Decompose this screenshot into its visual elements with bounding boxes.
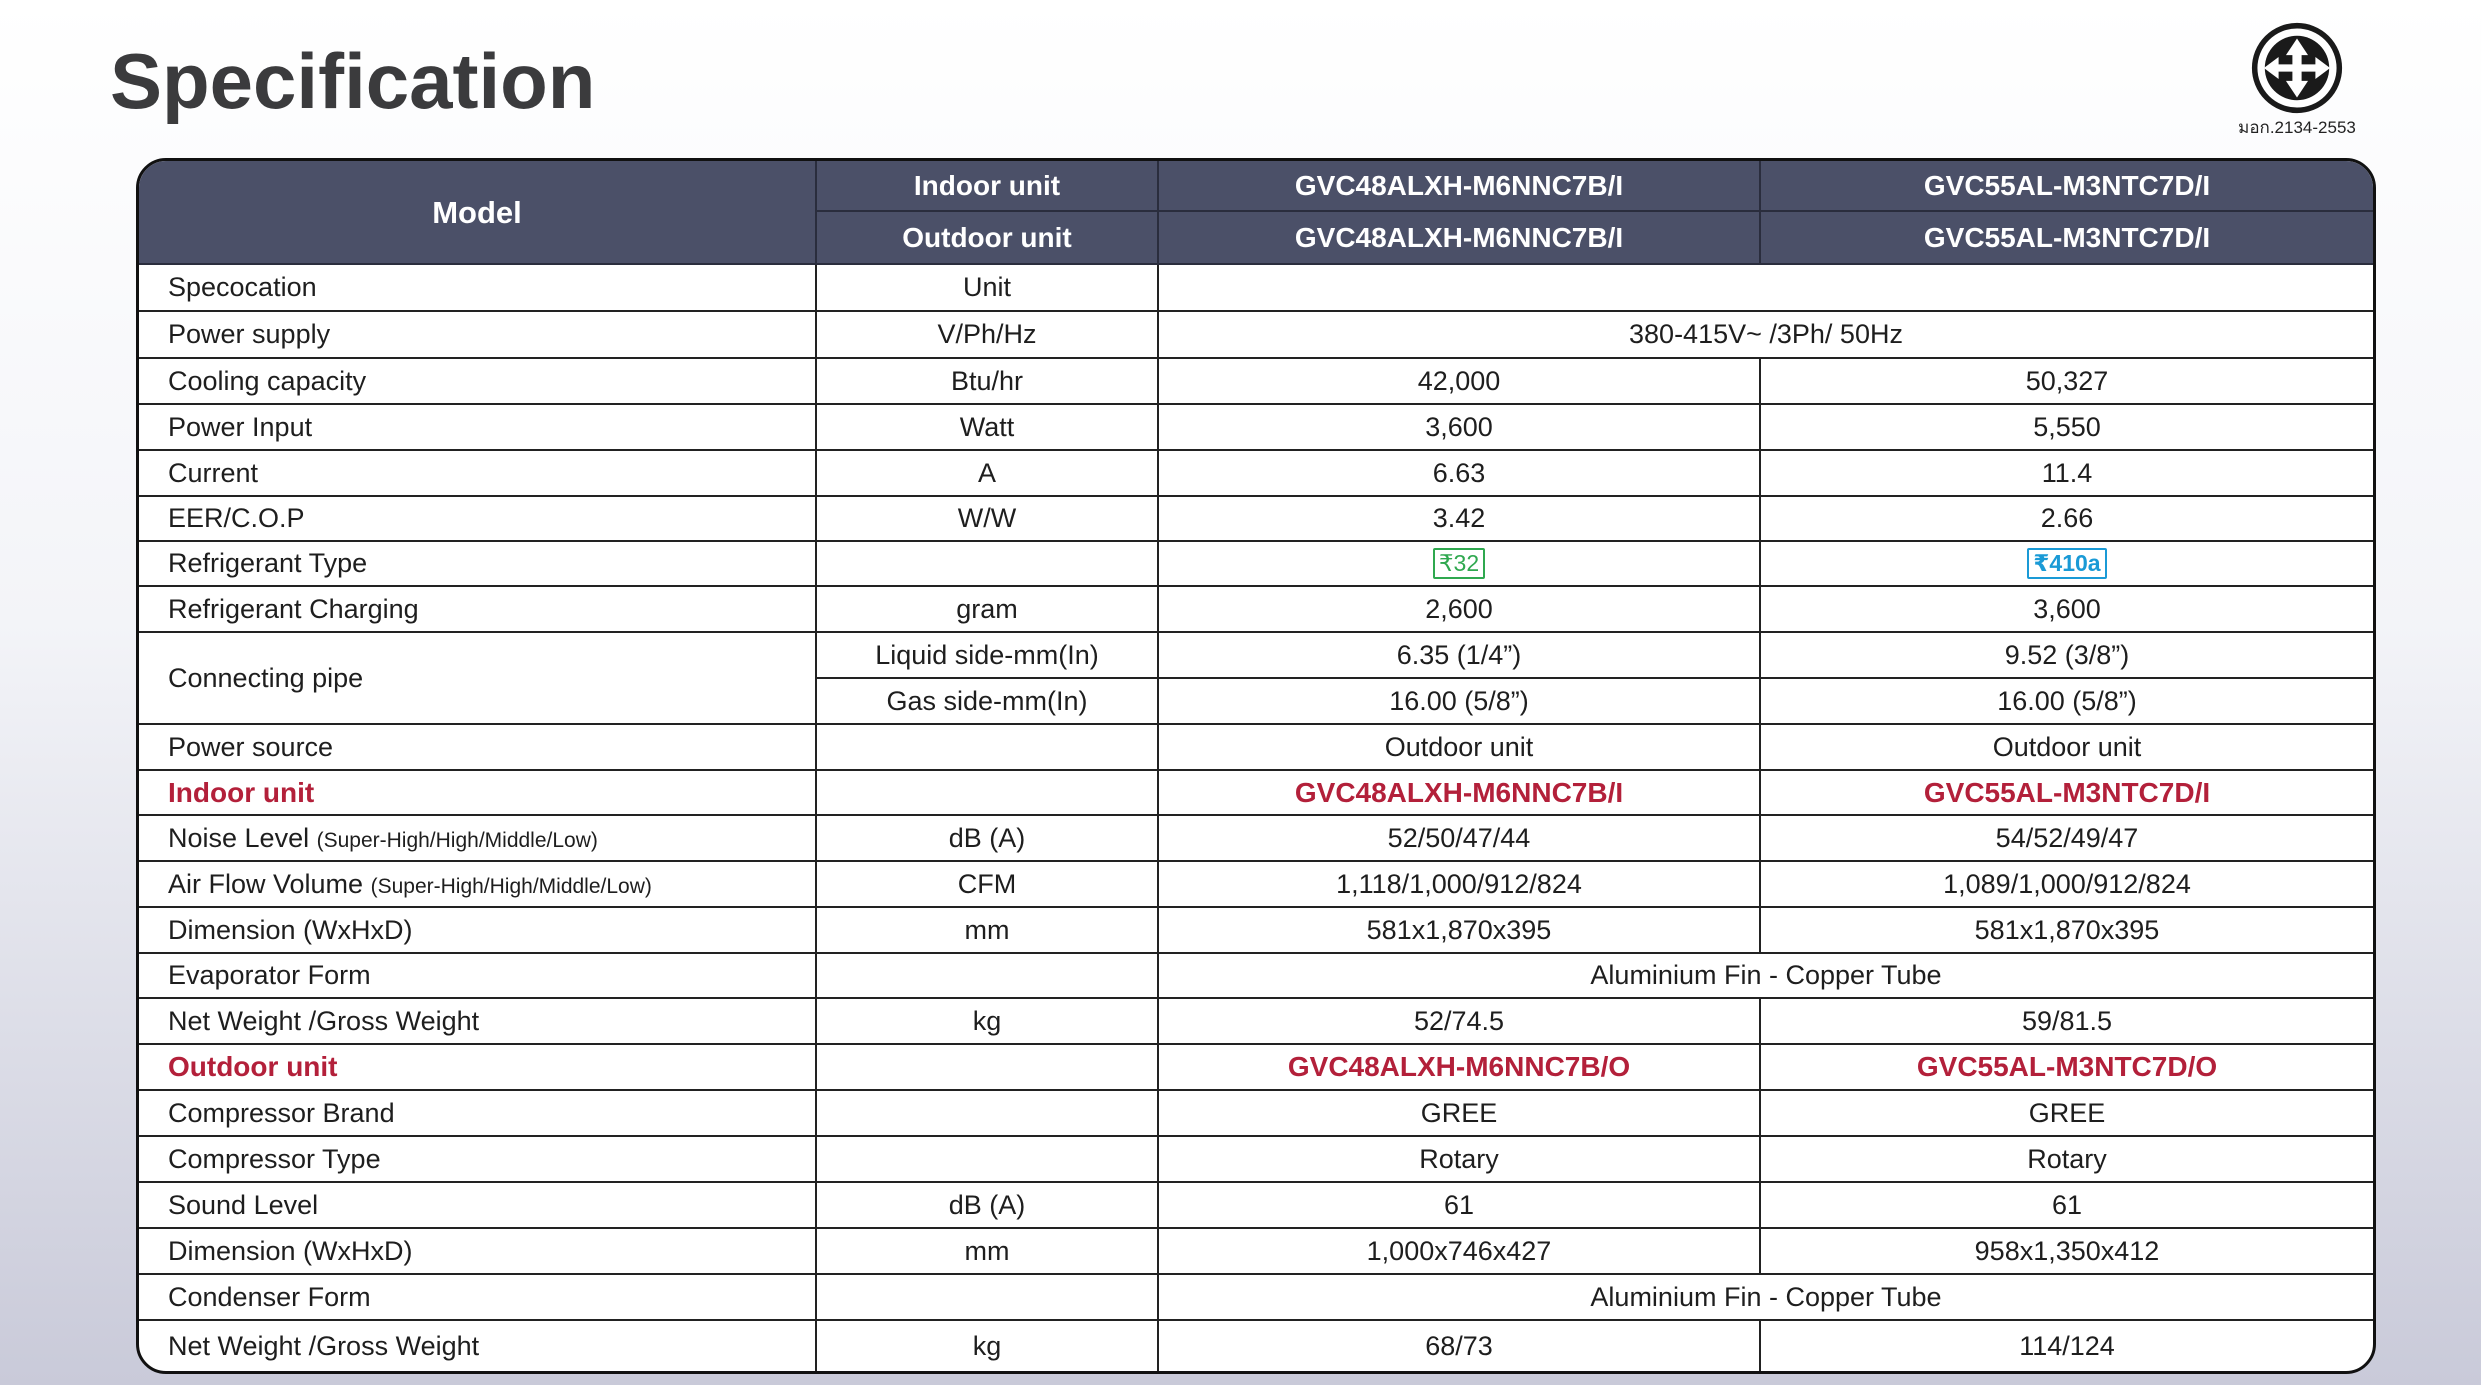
row-value: 380-415V~ /3Ph/ 50Hz	[1159, 312, 2373, 359]
section-label: Indoor unit	[139, 771, 817, 816]
table-row	[139, 1275, 2373, 1321]
table-row	[139, 908, 2373, 954]
certification-logo	[2232, 20, 2362, 140]
row-value: 2.66	[1761, 497, 2373, 542]
row-unit: kg	[817, 1321, 1159, 1371]
tis-standard-mark-icon	[2251, 22, 2343, 114]
row-unit	[817, 542, 1159, 587]
row-label: Compressor Type	[139, 1137, 817, 1183]
row-label: Compressor Brand	[139, 1091, 817, 1137]
row-unit: gram	[817, 587, 1159, 633]
table-row	[139, 999, 2373, 1045]
row-label: Dimension (WxHxD)	[139, 908, 817, 954]
row-value: Outdoor unit	[1159, 725, 1761, 771]
indoor-unit-header: Indoor unit	[817, 161, 1159, 212]
row-value: 5,550	[1761, 405, 2373, 451]
table-row	[139, 862, 2373, 908]
row-value	[1159, 265, 2373, 312]
row-value: Aluminium Fin - Copper Tube	[1159, 1275, 2373, 1321]
row-label: Refrigerant Type	[139, 542, 817, 587]
row-value	[1761, 542, 2373, 587]
row-value: 3,600	[1159, 405, 1761, 451]
table-row	[139, 405, 2373, 451]
header-row-indoor	[139, 161, 2373, 212]
section-model: GVC48ALXH-M6NNC7B/O	[1159, 1045, 1761, 1091]
row-value: 52/50/47/44	[1159, 816, 1761, 862]
row-unit: CFM	[817, 862, 1159, 908]
row-label: Current	[139, 451, 817, 497]
row-label: Evaporator Form	[139, 954, 817, 999]
row-label: Specocation	[139, 265, 817, 312]
row-label: Net Weight /Gross Weight	[139, 999, 817, 1045]
table-row	[139, 633, 2373, 679]
row-value: 61	[1159, 1183, 1761, 1229]
row-unit	[817, 1275, 1159, 1321]
row-label	[139, 816, 817, 862]
row-label-sub: (Super-High/High/Middle/Low)	[316, 828, 598, 852]
row-value: 59/81.5	[1761, 999, 2373, 1045]
refrigerant-r410a-badge: ₹410a	[2027, 548, 2106, 578]
row-label: Net Weight /Gross Weight	[139, 1321, 817, 1371]
row-value: 1,089/1,000/912/824	[1761, 862, 2373, 908]
row-unit	[817, 1045, 1159, 1091]
row-label-sub: (Super-High/High/Middle/Low)	[370, 874, 652, 898]
row-unit	[817, 954, 1159, 999]
row-unit: A	[817, 451, 1159, 497]
row-value: Outdoor unit	[1761, 725, 2373, 771]
table-row	[139, 451, 2373, 497]
row-value: 958x1,350x412	[1761, 1229, 2373, 1275]
row-unit	[817, 1091, 1159, 1137]
row-value: 61	[1761, 1183, 2373, 1229]
table-row	[139, 587, 2373, 633]
row-value: 50,327	[1761, 359, 2373, 405]
row-unit	[817, 771, 1159, 816]
row-unit: dB (A)	[817, 1183, 1159, 1229]
table-row	[139, 359, 2373, 405]
section-row-outdoor	[139, 1045, 2373, 1091]
row-label: Cooling capacity	[139, 359, 817, 405]
row-value: Rotary	[1761, 1137, 2373, 1183]
row-unit: V/Ph/Hz	[817, 312, 1159, 359]
row-value: 68/73	[1159, 1321, 1761, 1371]
table-row	[139, 265, 2373, 312]
row-unit	[817, 1137, 1159, 1183]
row-value: 52/74.5	[1159, 999, 1761, 1045]
outdoor-unit-header: Outdoor unit	[817, 212, 1159, 265]
table-row	[139, 725, 2373, 771]
row-label: Sound Level	[139, 1183, 817, 1229]
row-value: 114/124	[2019, 1330, 2115, 1361]
row-label: EER/C.O.P	[139, 497, 817, 542]
row-value: 16.00 (5/8”)	[1761, 679, 2373, 725]
table-row	[139, 1091, 2373, 1137]
section-model: GVC48ALXH-M6NNC7B/I	[1159, 771, 1761, 816]
row-value	[1159, 542, 1761, 587]
section-label: Outdoor unit	[139, 1045, 817, 1091]
row-value: 6.63	[1159, 451, 1761, 497]
row-value: 16.00 (5/8”)	[1159, 679, 1761, 725]
row-value: 581x1,870x395	[1159, 908, 1761, 954]
row-unit: Gas side-mm(In)	[817, 679, 1159, 725]
row-unit: W/W	[817, 497, 1159, 542]
row-label: Dimension (WxHxD)	[139, 1229, 817, 1275]
row-value: 9.52 (3/8”)	[1761, 633, 2373, 679]
row-value: 1,118/1,000/912/824	[1159, 862, 1761, 908]
row-value: GREE	[1761, 1091, 2373, 1137]
table-row	[139, 312, 2373, 359]
row-unit: mm	[817, 908, 1159, 954]
row-label: Connecting pipe	[139, 633, 817, 725]
row-label: Power source	[139, 725, 817, 771]
row-value: Aluminium Fin - Copper Tube	[1159, 954, 2373, 999]
outdoor-model-2: GVC55AL-M3NTC7D/I	[1761, 212, 2373, 265]
row-value: 3.42	[1159, 497, 1761, 542]
row-label: Refrigerant Charging	[139, 587, 817, 633]
table-row	[139, 497, 2373, 542]
row-unit	[817, 725, 1159, 771]
row-unit: Liquid side-mm(In)	[817, 633, 1159, 679]
row-label-text: Air Flow Volume	[168, 868, 364, 899]
indoor-model-1: GVC48ALXH-M6NNC7B/I	[1159, 161, 1761, 212]
row-value: 2,600	[1159, 587, 1761, 633]
row-value: 54/52/49/47	[1761, 816, 2373, 862]
section-row-indoor	[139, 771, 2373, 816]
model-header: Model	[139, 161, 817, 265]
row-unit: Watt	[817, 405, 1159, 451]
row-unit: dB (A)	[817, 816, 1159, 862]
outdoor-model-1: GVC48ALXH-M6NNC7B/I	[1159, 212, 1761, 265]
row-unit: Btu/hr	[817, 359, 1159, 405]
section-model: GVC55AL-M3NTC7D/O	[1761, 1045, 2373, 1091]
row-value: GREE	[1159, 1091, 1761, 1137]
table-row	[139, 1321, 2373, 1371]
table-row	[139, 954, 2373, 999]
row-label: Condenser Form	[139, 1275, 817, 1321]
spec-table	[136, 158, 2376, 1374]
section-model: GVC55AL-M3NTC7D/I	[1761, 771, 2373, 816]
row-value: Rotary	[1159, 1137, 1761, 1183]
table-row	[139, 1229, 2373, 1275]
row-unit: kg	[817, 999, 1159, 1045]
table-row	[139, 1183, 2373, 1229]
row-label-text: Noise Level	[168, 822, 310, 853]
table-row	[139, 816, 2373, 862]
row-value: 6.35 (1/4”)	[1159, 633, 1761, 679]
row-unit: Unit	[817, 265, 1159, 312]
row-label: Power Input	[139, 405, 817, 451]
row-value: 42,000	[1159, 359, 1761, 405]
table-row	[139, 1137, 2373, 1183]
row-unit: mm	[817, 1229, 1159, 1275]
refrigerant-r32-badge: ₹32	[1433, 548, 1485, 578]
row-value: 1,000x746x427	[1159, 1229, 1761, 1275]
indoor-model-2: GVC55AL-M3NTC7D/I	[1761, 161, 2373, 212]
row-label: Power supply	[139, 312, 817, 359]
page-title: Specification	[110, 37, 596, 125]
row-value: 3,600	[1761, 587, 2373, 633]
certification-code: มอก.2134-2553	[2238, 118, 2356, 137]
row-value: 11.4	[1761, 451, 2373, 497]
row-label	[139, 862, 817, 908]
row-value: 581x1,870x395	[1761, 908, 2373, 954]
table-row	[139, 542, 2373, 587]
